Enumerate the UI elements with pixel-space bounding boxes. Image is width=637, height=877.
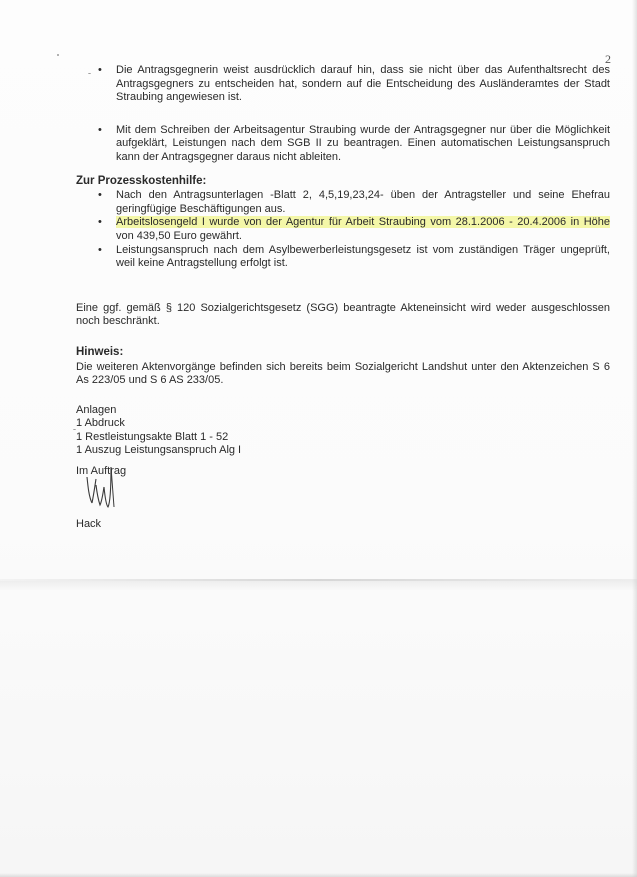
bullet-icon: • [98, 243, 102, 256]
bullet-icon: • [98, 216, 102, 229]
bullet-list-prozesskostenhilfe [76, 189, 610, 271]
bullet-icon: • [98, 123, 102, 136]
anlagen-list [76, 404, 610, 458]
highlighted-text: Arbeitslosengeld I wurde von der Agentur für Arbeit Straubing vom 28.1.2006 - 20.4.2006 in Höhe [116, 216, 610, 229]
bullet-text: Leistungsanspruch nach dem Asylbewerberleistungsgesetz ist vom zuständigen Träger ungeprüft, weil keine Antragstellung erfolgt ist. [116, 243, 610, 270]
bullet-item [76, 124, 610, 165]
anlagen-item: 1 Abdruck [76, 417, 125, 430]
paper-edge-bottom [0, 873, 637, 877]
section-heading-hinweis: Hinweis: [76, 345, 124, 358]
letter-body [76, 64, 610, 458]
hinweis-paragraph: Die weiteren Aktenvorgänge befinden sich bereits beim Sozialgericht Landshut unter den Aktenzeichen S 6 As 223/05 und S 6 AS 233/05. [76, 360, 610, 387]
bullet-item [76, 64, 610, 105]
section-heading-prozesskostenhilfe: Zur Prozesskostenhilfe: [76, 174, 207, 187]
bullet-text: Mit dem Schreiben der Arbeitsagentur Straubing wurde der Antragsgegner nur über die Möglichkeit aufgeklärt, Leistungen nach dem SGB II zu beantragen. Einen automatischen Leistungsanspruch kann der Antragsgegner daraus nicht ableiten. [116, 123, 610, 163]
bullet-item [76, 189, 610, 216]
bullet-icon: • [98, 64, 102, 76]
anlagen-item: 1 Restleistungsakte Blatt 1 - 52 [76, 430, 229, 443]
im-auftrag-label: Im Auftrag [76, 465, 127, 477]
anlagen-item: 1 Auszug Leistungsanspruch Alg I [76, 444, 242, 457]
scan-speck [57, 54, 59, 56]
bullet-text: Nach den Antragsunterlagen -Blatt 2, 4,5,19,23,24- üben der Antragsteller und seine Ehefrau geringfügige Beschäftigungen aus. [116, 189, 610, 215]
signature-block [76, 465, 276, 535]
handwritten-signature [84, 463, 124, 515]
bullet-text: Die Antragsgegnerin weist ausdrücklich darauf hin, dass sie nicht über das Aufenthaltsrecht des Antragsgegners zu entscheiden hat, sondern auf die Entscheidung des Ausländeramtes der Stadt Straubing angewiesen ist. [116, 64, 610, 104]
bullet-list-top [76, 64, 610, 165]
bullet-text: von 439,50 Euro gewährt. [116, 229, 242, 242]
paper-edge-right [632, 0, 637, 877]
anlagen-heading: Anlagen [76, 403, 117, 416]
page-number: 2 [605, 52, 611, 66]
signatory-name: Hack [76, 518, 102, 530]
akteneinsicht-paragraph: Eine ggf. gemäß § 120 Sozialgerichtsgesetz (SGG) beantragte Akteneinsicht wird weder ausgeschlossen noch beschränkt. [76, 301, 610, 328]
paper-fold-shadow [0, 581, 637, 591]
bullet-item [76, 216, 610, 243]
bullet-icon: • [98, 189, 102, 202]
bullet-item [76, 244, 610, 271]
